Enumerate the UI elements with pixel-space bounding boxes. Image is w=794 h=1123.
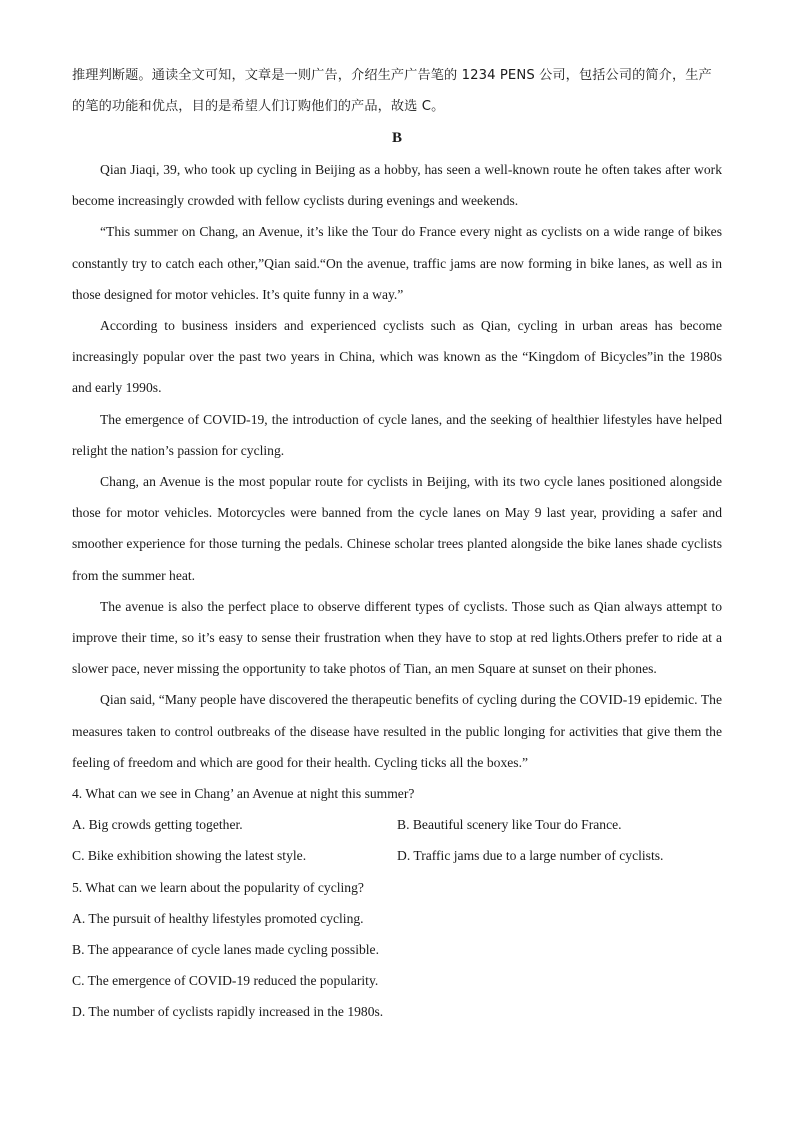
question-4 xyxy=(72,778,722,872)
question-5 xyxy=(72,872,722,1028)
option-b: B. Beautiful scenery like Tour do France. xyxy=(397,817,622,833)
article-paragraph: According to business insiders and experienced cyclists such as Qian, cycling in urban areas has become increasingly popular over the past two years in China, which was known as the “Kingdom of Bicycles”in the 1980s and early 1990s. xyxy=(72,318,722,396)
option-a: A. Big crowds getting together. xyxy=(72,817,243,833)
question-stem: 4. What can we see in Chang’ an Avenue at night this summer? xyxy=(72,786,415,802)
option-row xyxy=(72,809,722,840)
article-paragraph: Qian Jiaqi, 39, who took up cycling in Beijing as a hobby, has seen a well-known route he often takes after work become increasingly crowded with fellow cyclists during evenings and weekends. xyxy=(72,162,722,209)
article-paragraph: The avenue is also the perfect place to observe different types of cyclists. Those such as Qian always attempt to improve their time, so it’s easy to sense their frustration when they have to stop at red lights.Others prefer to ride at a slower pace, never missing the opportunity to take photos of Tian, an men Square at sunset on their phones. xyxy=(72,598,722,677)
option-d: D. The number of cyclists rapidly increased in the 1980s. xyxy=(72,1004,384,1020)
article-paragraph: The emergence of COVID-19, the introduction of cycle lanes, and the seeking of healthier lifestyles have helped relight the nation’s passion for cycling. xyxy=(72,411,722,458)
article-paragraph: “This summer on Chang, an Avenue, it’s like the Tour do France every night as cyclists on a wide range of bikes constantly try to catch each other,”Qian said.“On the avenue, traffic jams are now forming in bike lanes, as well as in those designed for motor vehicles. It’s quite funny in a way.” xyxy=(72,224,722,302)
option-c: C. The emergence of COVID-19 reduced the popularity. xyxy=(72,973,379,989)
answer-explanation: 推理判断题。通读全文可知，文章是一则广告，介绍生产广告笔的 1234 PENS 公司，包括公司的简介，生产的笔的功能和优点，目的是希望人们订购他们的产品，故选 C。 xyxy=(72,68,712,114)
option-d: D. Traffic jams due to a large number of cyclists. xyxy=(397,848,664,864)
section-heading: B xyxy=(391,130,402,146)
option-a: A. The pursuit of healthy lifestyles promoted cycling. xyxy=(72,910,364,926)
option-b: B. The appearance of cycle lanes made cycling possible. xyxy=(72,942,379,958)
document-page xyxy=(72,60,722,1028)
option-c: C. Bike exhibition showing the latest style. xyxy=(72,848,307,864)
article-paragraph: Chang, an Avenue is the most popular route for cyclists in Beijing, with its two cycle lanes positioned alongside those for motor vehicles. Motorcycles were banned from the cycle lanes on May 9 last year, providing a safer and smoother experience for those turning the pedals. Chinese scholar trees planted alongside the bike lanes shade cyclists from the summer heat. xyxy=(72,474,722,583)
article-paragraph: Qian said, “Many people have discovered the therapeutic benefits of cycling during the COVID-19 epidemic. The measures taken to control outbreaks of the disease have resulted in the public longing for activities that give them the feeling of freedom and which are good for their health. Cycling ticks all the boxes.” xyxy=(72,692,722,770)
question-stem: 5. What can we learn about the popularity of cycling? xyxy=(72,879,364,895)
article-body xyxy=(72,154,722,778)
option-row xyxy=(72,840,722,871)
